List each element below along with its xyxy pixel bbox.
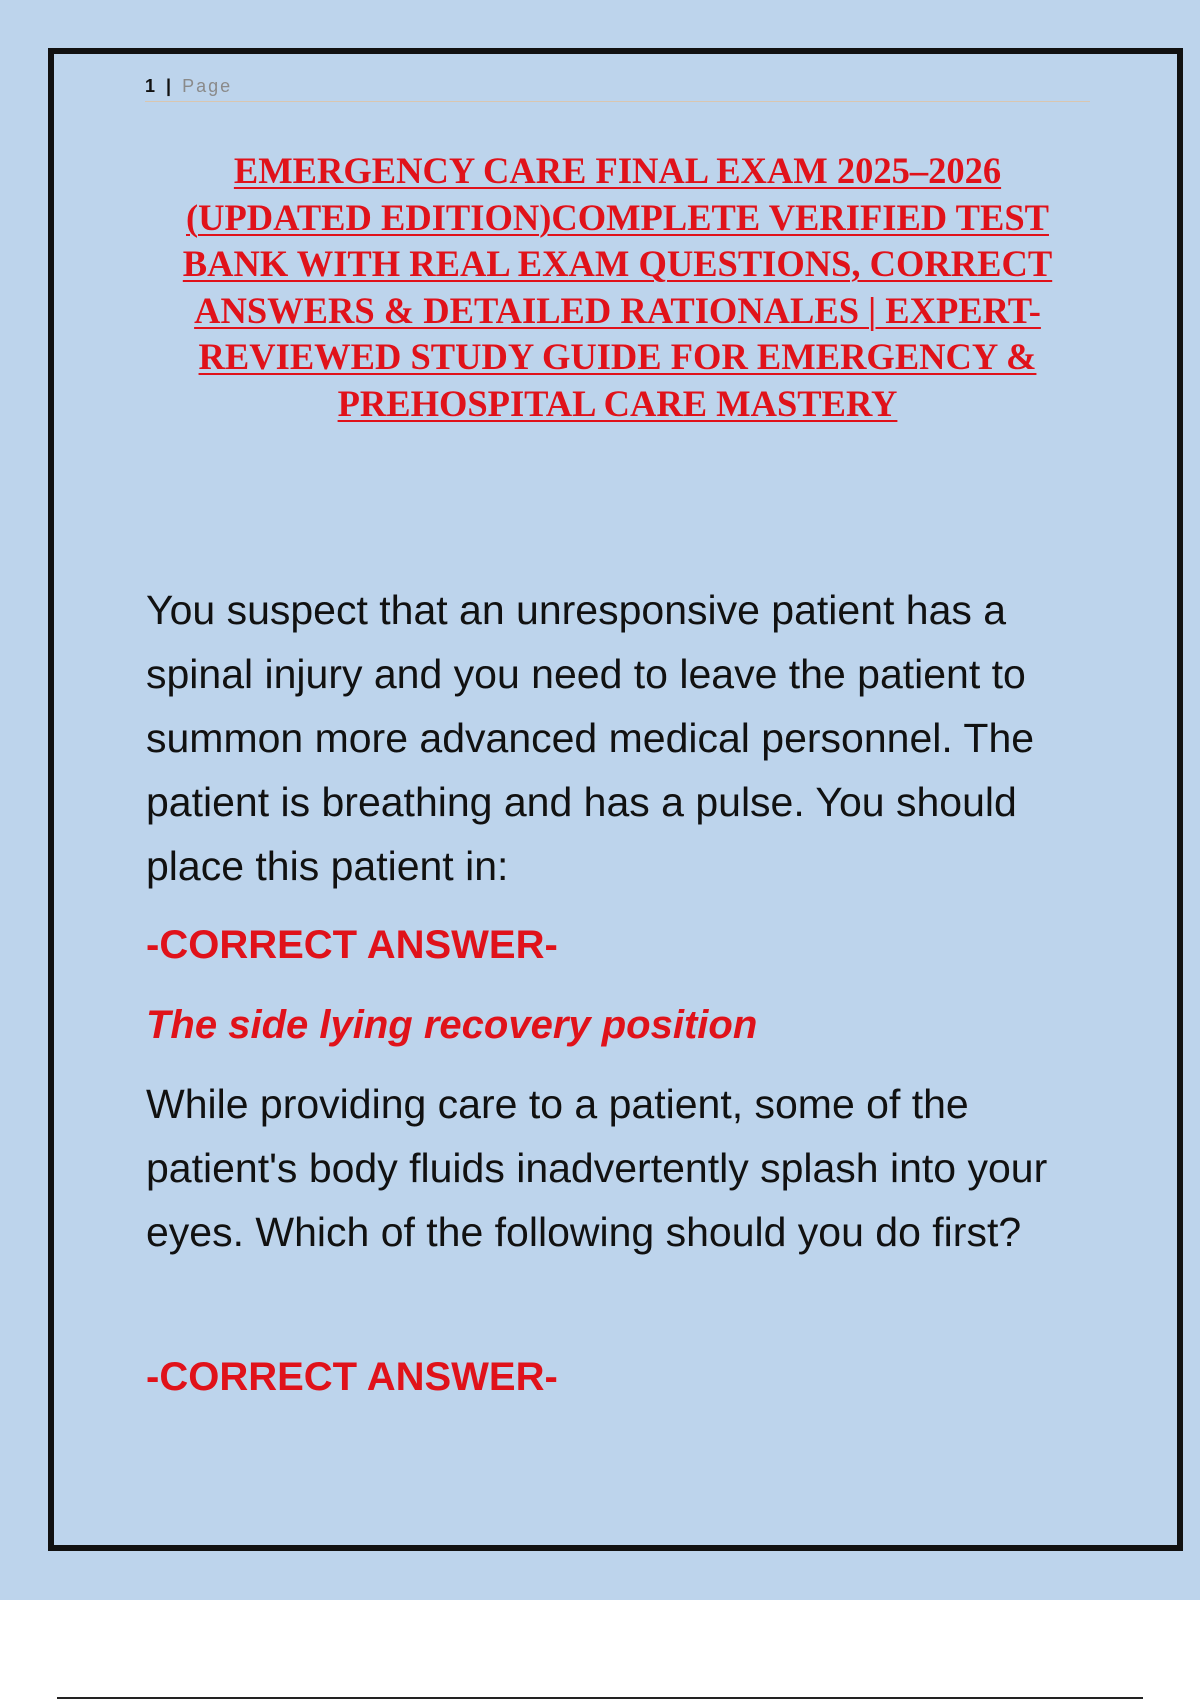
answer-label-1: -CORRECT ANSWER-: [146, 923, 558, 967]
bottom-divider: [57, 1697, 1143, 1699]
question-2: While providing care to a patient, some of the patient's body fluids inadvertently splash into your eyes. Which of the following should you do first?: [146, 1081, 1048, 1255]
document-title: EMERGENCY CARE FINAL EXAM 2025–2026 (UPDATED EDITION)COMPLETE VERIFIED TEST BANK WITH REAL EXAM QUESTIONS, CORRECT ANSWERS & DETAILED RATIONALES | EXPERT-REVIEWED STUDY GUIDE FOR EMERGENCY & PREHOSPITAL CARE MASTERY: [182, 150, 1053, 424]
header-divider: [145, 101, 1090, 102]
page-number: 1: [145, 76, 158, 96]
page-separator: |: [166, 76, 174, 96]
answer-label-2: -CORRECT ANSWER-: [146, 1355, 558, 1399]
page-word: Page: [182, 76, 233, 96]
answer-1: The side lying recovery position: [146, 1003, 758, 1047]
page-header: [145, 76, 232, 97]
question-1: You suspect that an unresponsive patient has a spinal injury and you need to leave the patient to summon more advanced medical personnel. The patient is breathing and has a pulse. You should place this patient in:: [146, 587, 1035, 889]
